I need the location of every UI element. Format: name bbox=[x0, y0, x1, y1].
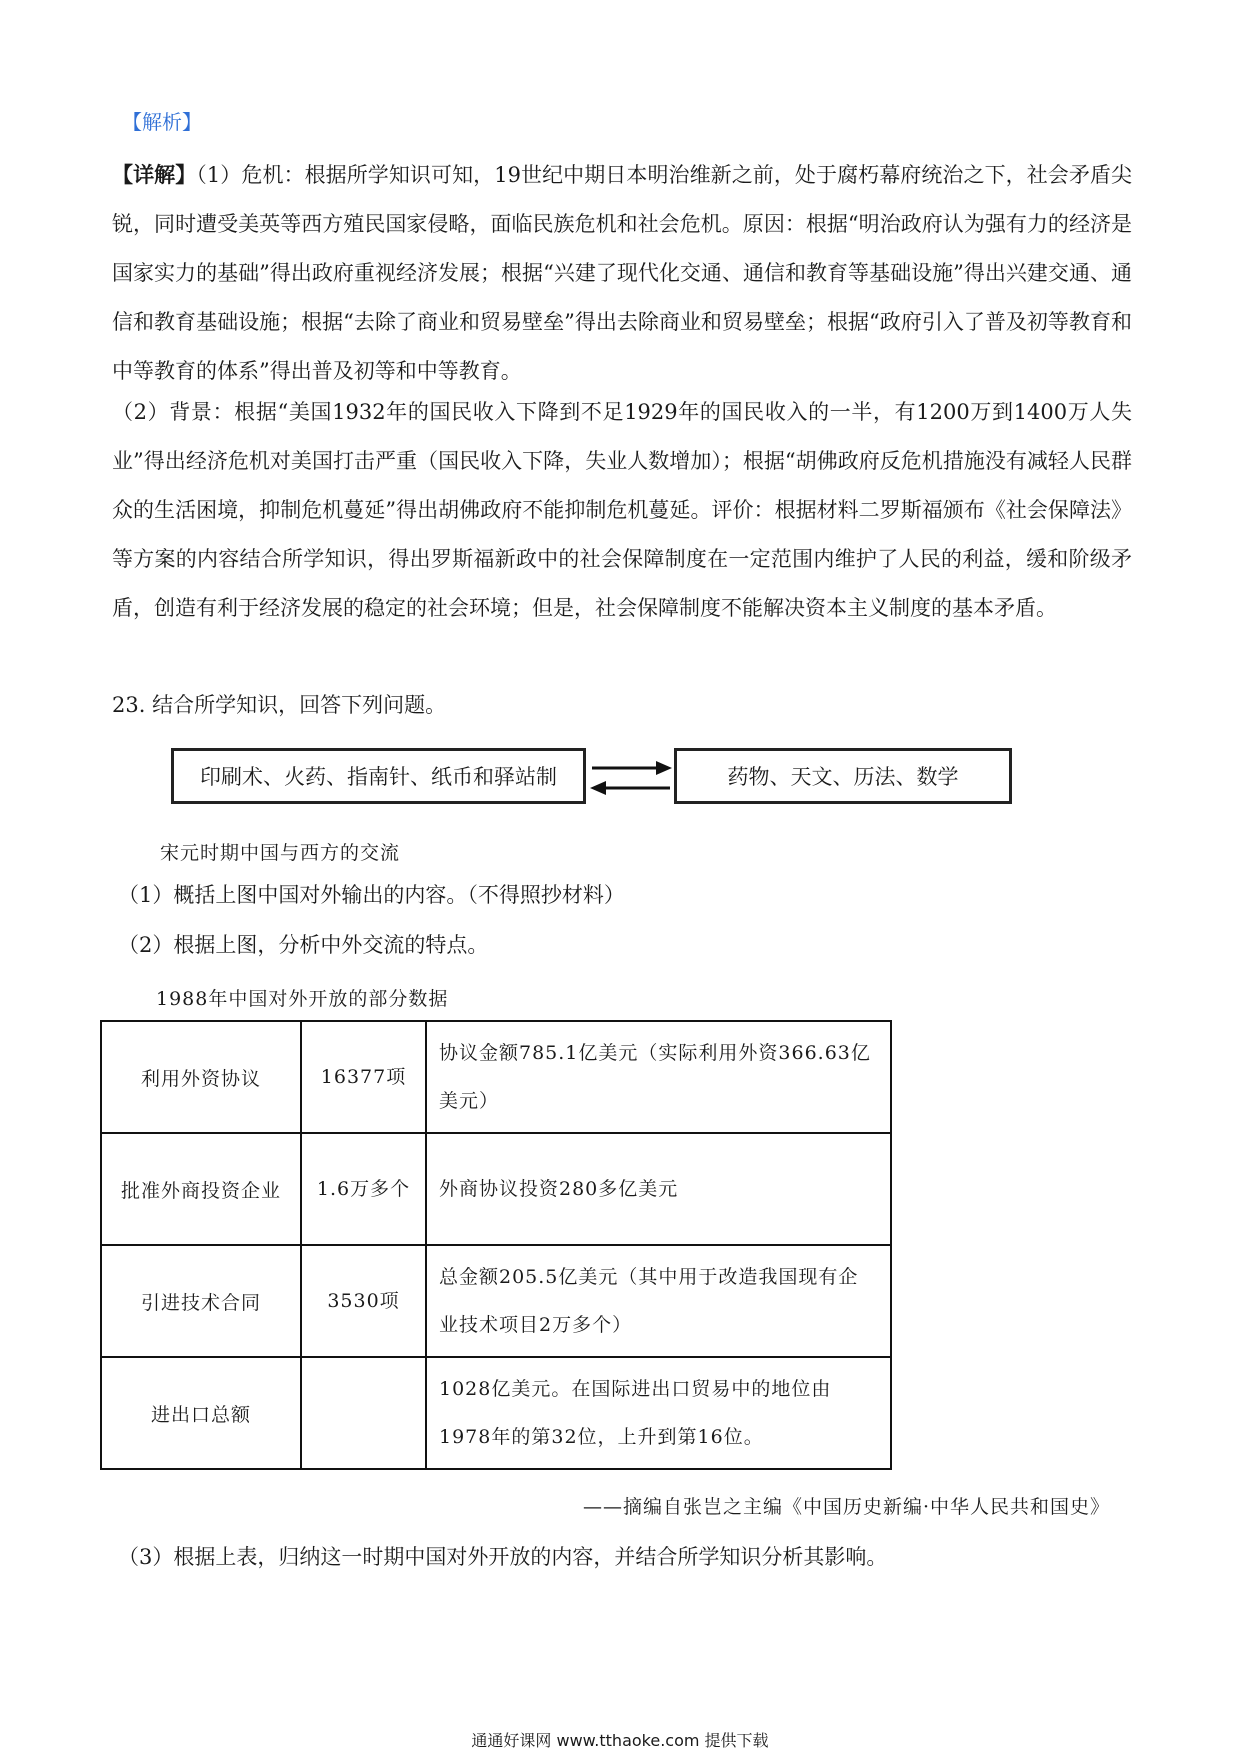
footer-text: 通通好课网 www.tthaoke.com 提供下载 bbox=[471, 1731, 769, 1750]
table-cell-count: 1.6万多个 bbox=[301, 1133, 426, 1245]
table-cell-detail: 协议金额785.1亿美元（实际利用外资366.63亿美元） bbox=[426, 1021, 891, 1133]
table-cell-count: 3530项 bbox=[301, 1245, 426, 1357]
detail-paragraph-2 bbox=[112, 388, 1132, 633]
detail-part-2: （2）背景：根据“美国1932年的国民收入下降到不足1929年的国民收入的一半，有1200万到1400万人失业”得出经济危机对美国打击严重（国民收入下降，失业人数增加）；根据“胡佛政府反危机措施没有减轻人民群众的生活困境，抑制危机蔓延”得出胡佛政府不能抑制危机蔓延。评价：根据材料二罗斯福颁布《社会保障法》等方案的内容结合所学知识，得出罗斯福新政中的社会保障制度在一定范围内维护了人民的利益，缓和阶级矛盾，创造有利于经济发展的稳定的社会环境；但是，社会保障制度不能解决资本主义制度的基本矛盾。 bbox=[112, 400, 1132, 620]
table-cell-count: 16377项 bbox=[301, 1021, 426, 1133]
detail-label: 【详解】 bbox=[112, 162, 197, 187]
table-row bbox=[101, 1245, 891, 1357]
table-row bbox=[101, 1021, 891, 1133]
table-cell-detail: 外商协议投资280多亿美元 bbox=[426, 1133, 891, 1245]
west-inputs-box: 药物、天文、历法、数学 bbox=[674, 748, 1012, 804]
sub-question-1: （1）概括上图中国对外输出的内容。（不得照抄材料） bbox=[118, 883, 625, 907]
diagram-caption: 宋元时期中国与西方的交流 bbox=[160, 842, 401, 864]
table-cell-item: 引进技术合同 bbox=[101, 1245, 301, 1357]
china-outputs-box: 印刷术、火药、指南针、纸币和驿站制 bbox=[171, 748, 586, 804]
sub-question-2: （2）根据上图，分析中外交流的特点。 bbox=[118, 933, 489, 957]
detail-part-1: （1）危机：根据所学知识可知，19世纪中期日本明治维新之前，处于腐朽幕府统治之下，社会矛盾尖锐，同时遭受美英等西方殖民国家侵略，面临民族危机和社会危机。原因：根据“明治政府认为强有力的经济是国家实力的基础”得出政府重视经济发展；根据“兴建了现代化交通、通信和教育等基础设施”得出兴建交通、通信和教育基础设施；根据“去除了商业和贸易壁垒”得出去除商业和贸易壁垒；根据“政府引入了普及初等教育和中等教育的体系”得出普及初等和中等教育。 bbox=[112, 163, 1132, 383]
table-cell-detail: 总金额205.5亿美元（其中用于改造我国现有企业技术项目2万多个） bbox=[426, 1245, 891, 1357]
table-row bbox=[101, 1133, 891, 1245]
source-citation: ——摘编自张岂之主编《中国历史新编·中华人民共和国史》 bbox=[582, 1496, 1110, 1518]
analysis-label: 【解析】 bbox=[122, 110, 202, 134]
exchange-arrows-icon bbox=[588, 758, 674, 798]
opening-data-table bbox=[100, 1020, 892, 1470]
table-cell-count bbox=[301, 1357, 426, 1469]
table-cell-item: 进出口总额 bbox=[101, 1357, 301, 1469]
sub-question-3: （3）根据上表，归纳这一时期中国对外开放的内容，并结合所学知识分析其影响。 bbox=[118, 1545, 888, 1569]
table-row bbox=[101, 1357, 891, 1469]
detail-paragraph-1 bbox=[112, 150, 1132, 396]
table-cell-item: 利用外资协议 bbox=[101, 1021, 301, 1133]
table-caption: 1988年中国对外开放的部分数据 bbox=[156, 988, 449, 1010]
question-23-title: 23. 结合所学知识，回答下列问题。 bbox=[112, 693, 447, 717]
table-cell-item: 批准外商投资企业 bbox=[101, 1133, 301, 1245]
table-cell-detail: 1028亿美元。在国际进出口贸易中的地位由1978年的第32位，上升到第16位。 bbox=[426, 1357, 891, 1469]
